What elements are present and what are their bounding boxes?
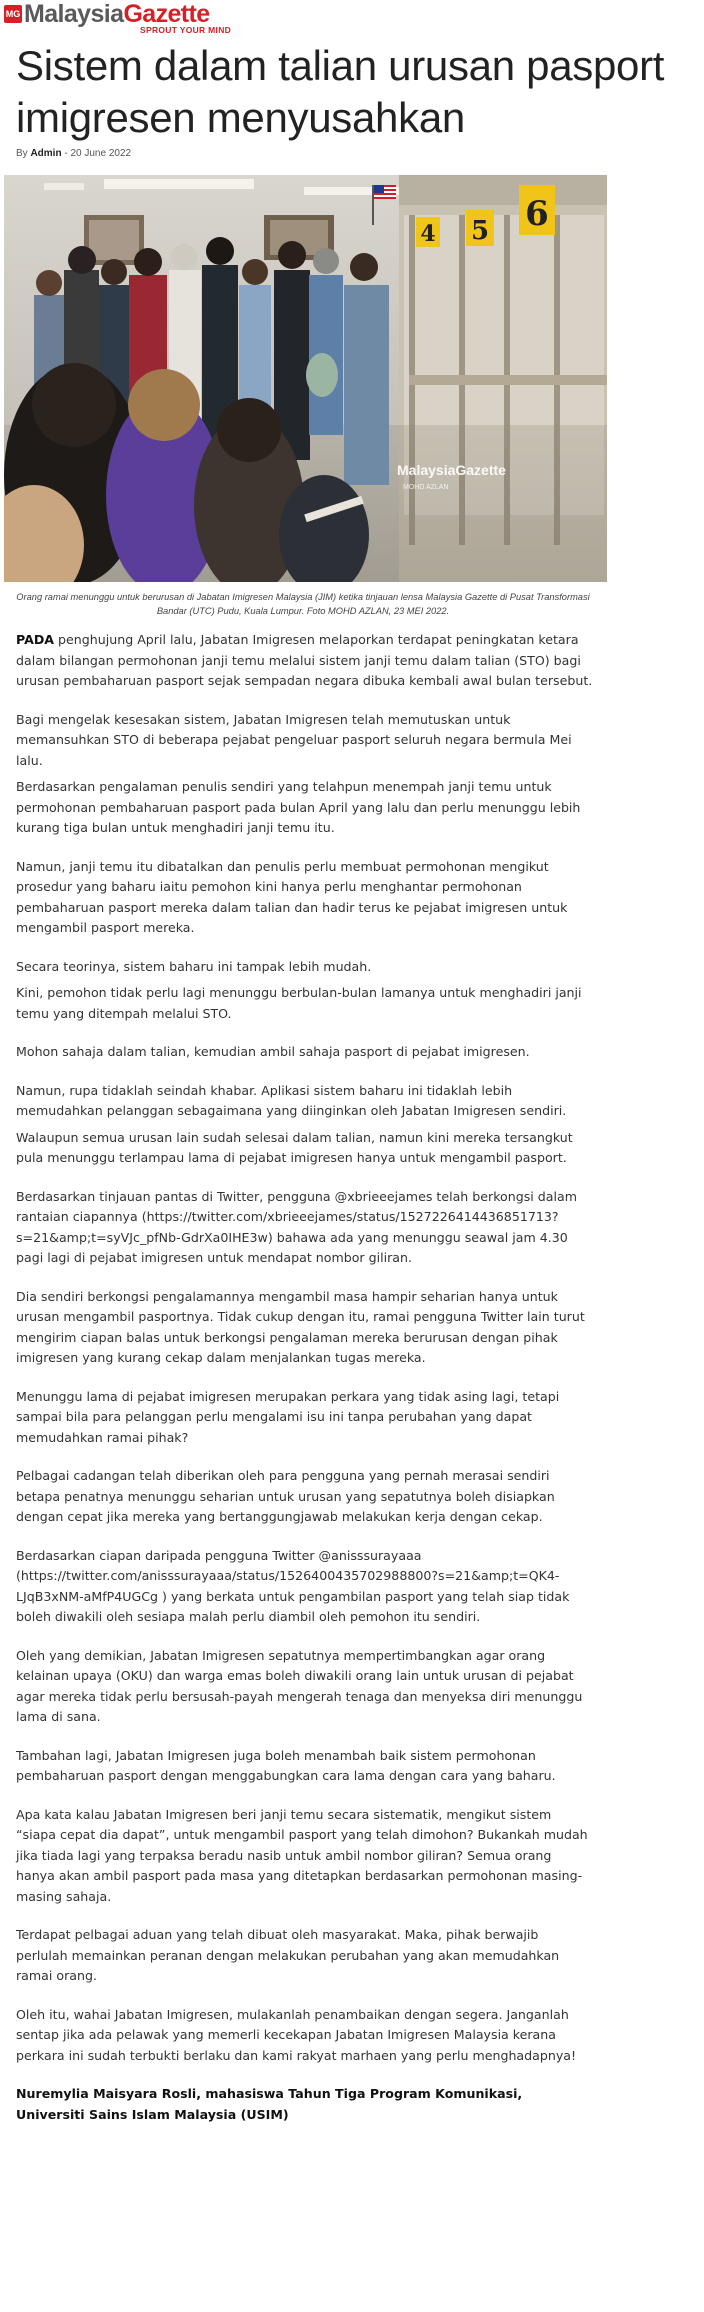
article-paragraph-1: [16, 630, 594, 692]
article-paragraph: Bagi mengelak kesesakan sistem, Jabatan Imigresen telah memutuskan untuk memansuhkan STO di beberapa pejabat pengeluar pasport seluruh negara bermula Mei lalu.: [16, 711, 572, 768]
author-signature: Nuremylia Maisyara Rosli, mahasiswa Tahun Tiga Program Komunikasi, Universiti Sains Islam Malaysia (USIM): [16, 2086, 523, 2122]
article-paragraph: Pelbagai cadangan telah diberikan oleh para pengguna yang pernah merasai sendiri betapa penatnya menunggu seharian untuk urusan yang sepatutnya boleh disiapkan dengan cepat jika mereka yang bertanggungjawab melakukan kerja dengan cekap.: [16, 1468, 555, 1524]
photo-credit: MOHD AZLAN: [403, 484, 449, 491]
photo-caption: Orang ramai menunggu untuk berurusan di Jabatan Imigresen Malaysia (JIM) ketika tinjauan lensa Malaysia Gazette di Pusat Transformasi Bandar (UTC) Pudu, Kuala Lumpur. Foto MOHD AZLAN, 23 MEI 2022.: [16, 592, 590, 616]
article-paragraph: Walaupun semua urusan lain sudah selesai dalam talian, namun kini mereka tersangkut pula menunggu terlampau lama di pejabat imigresen hanya untuk mengambil pasport.: [16, 1129, 573, 1165]
paragraph-text: penghujung April lalu, Jabatan Imigresen melaporkan terdapat peningkatan ketara dalam bilangan permohonan janji temu melalui sistem janji temu dalam talian (STO) bagi urusan pembaharuan pasport sejak sempadan negara dibuka kembali awal bulan tersebut.: [16, 632, 593, 688]
logo-tagline: SPROUT YOUR MIND: [140, 25, 232, 35]
article-paragraph: Oleh itu, wahai Jabatan Imigresen, mulakanlah penambaikan dengan segera. Janganlah sentap jika ada pelawak yang memerli kecekapan Jabatan Imigresen Malaysia kerana perkara ini sudah terbukti berlaku dan kami rakyat marhaen yang perlu menghadapnya!: [16, 2006, 577, 2063]
article-paragraph: Dia sendiri berkongsi pengalamannya mengambil masa hampir seharian hanya untuk urusan mengambil pasportnya. Tidak cukup dengan itu, ramai pengguna Twitter lain turut mengirim ciapan balas untuk berkongsi pengalaman mereka berurusan dengan pihak imigresen yang kurang cekap dalam menjalankan tugas mereka.: [16, 1288, 585, 1365]
article-paragraph: Mohon sahaja dalam talian, kemudian ambil sahaja pasport di pejabat imigresen.: [16, 1044, 530, 1059]
article-paragraph: Menunggu lama di pejabat imigresen merupakan perkara yang tidak asing lagi, tetapi sampai bila para pelanggan perlu mengalami isu ini tanpa perubahan yang dapat memudahkan ramai pihak?: [16, 1388, 560, 1445]
article-paragraph: Secara teorinya, sistem baharu ini tampak lebih mudah.: [16, 958, 372, 974]
hero-photo: [4, 175, 607, 582]
lead-word: PADA: [16, 632, 55, 647]
article-paragraph: Berdasarkan tinjauan pantas di Twitter, pengguna @xbrieeejames telah berkongsi dalam rantaian ciapannya (https://twitter.com/xbrieeejames/status/1527226414436851713?s=21&amp;t=syVJc_pfNb-GdrXa0IHE3w) bahawa ada yang menunggu seawal jam 4.30 pagi lagi di pejabat imigresen untuk mendapat nombor giliran.: [16, 1188, 577, 1265]
logo-badge: MG: [4, 5, 22, 23]
article-paragraph: Apa kata kalau Jabatan Imigresen beri janji temu secara sistematik, mengikut sistem “siapa cepat dia dapat”, untuk mengambil pasport yang telah dimohon? Bukankah mudah jika tiada lagi yang terpaksa beradu nasib untuk ambil nombor giliran? Semua orang hanya akan ambil pasport pada masa yang ditetapkan berdasarkan permohonan masing-masing sahaja.: [16, 1806, 588, 1904]
article-paragraph: Terdapat pelbagai aduan yang telah dibuat oleh masyarakat. Maka, pihak berwajib perlulah memainkan peranan dengan melakukan perubahan yang akan memudahkan ramai orang.: [16, 1927, 560, 1983]
site-logo[interactable]: [4, 2, 264, 34]
article-headline: Sistem dalam talian urusan pasport imigresen menyusahkan: [16, 42, 665, 141]
hero-photo-illustration: [4, 175, 607, 582]
article-paragraph: Tambahan lagi, Jabatan Imigresen juga boleh menambah baik sistem permohonan pembaharuan pasport dengan menggabungkan cara lama dengan cara yang baharu.: [16, 1747, 556, 1783]
byline: [16, 148, 131, 159]
article-body: [16, 630, 594, 2143]
article-paragraph: Kini, pemohon tidak perlu lagi menunggu berbulan-bulan lamanya untuk menghadiri janji temu yang ditempah melalui STO.: [16, 985, 582, 1021]
article-paragraph: Berdasarkan pengalaman penulis sendiri yang telahpun menempah janji temu untuk permohonan pembaharuan pasport pada bulan April yang lalu dan perlu menunggu lebih kurang tiga bulan untuk menghadiri janji temu itu.: [16, 779, 581, 835]
counter-number-5: 5: [470, 216, 490, 246]
byline-author-link[interactable]: Admin: [30, 148, 62, 159]
byline-separator: -: [64, 148, 68, 159]
article-paragraph: Berdasarkan ciapan daripada pengguna Twitter @anisssurayaaa (https://twitter.com/anisssurayaaa/status/1526400435702988800?s=21&amp;t=QK4-LJqB3xNM-aMfP4UGCg ) yang berkatа untuk pengambilan pasport yang telah siap tidak boleh diwakili oleh sesiapa malah perlu diambil oleh pemohon itu sendiri.: [16, 1547, 570, 1624]
article-paragraph: Namun, janji temu itu dibatalkan dan penulis perlu membuat permohonan mengikut prosedur yang baharu iaitu pemohon kini hanya perlu menghantar permohonan pembaharuan pasport mereka dalam talian dan hadir terus ke pejabat imigresen untuk mengambil pasport mereka.: [16, 858, 568, 935]
byline-prefix: By: [16, 148, 28, 159]
byline-date: 20 June 2022: [70, 148, 132, 159]
article-paragraph: Namun, rupa tidaklah seindah khabar. Aplikasi sistem baharu ini tidaklah lebih memudahkan pelanggan sebagaimana yang diinginkan oleh Jabatan Imigresen sendiri.: [16, 1082, 567, 1118]
photo-watermark: MalaysiaGazette: [397, 462, 506, 478]
logo-word-gazette: Gazette: [123, 0, 210, 28]
counter-number-4: 4: [420, 221, 436, 247]
counter-number-6: 6: [525, 194, 549, 234]
logo-word-malaysia: Malaysia: [24, 0, 124, 28]
article-paragraph: Oleh yang demikian, Jabatan Imigresen sepatutnya mempertimbangkan agar orang kelainan upaya (OKU) dan warga emas boleh diwakili orang lain untuk urusan di pejabat agar mereka tidak perlu bersusah-payah mengerah tenaga dan menyeksa diri menunggu lama di sana.: [16, 1647, 583, 1724]
